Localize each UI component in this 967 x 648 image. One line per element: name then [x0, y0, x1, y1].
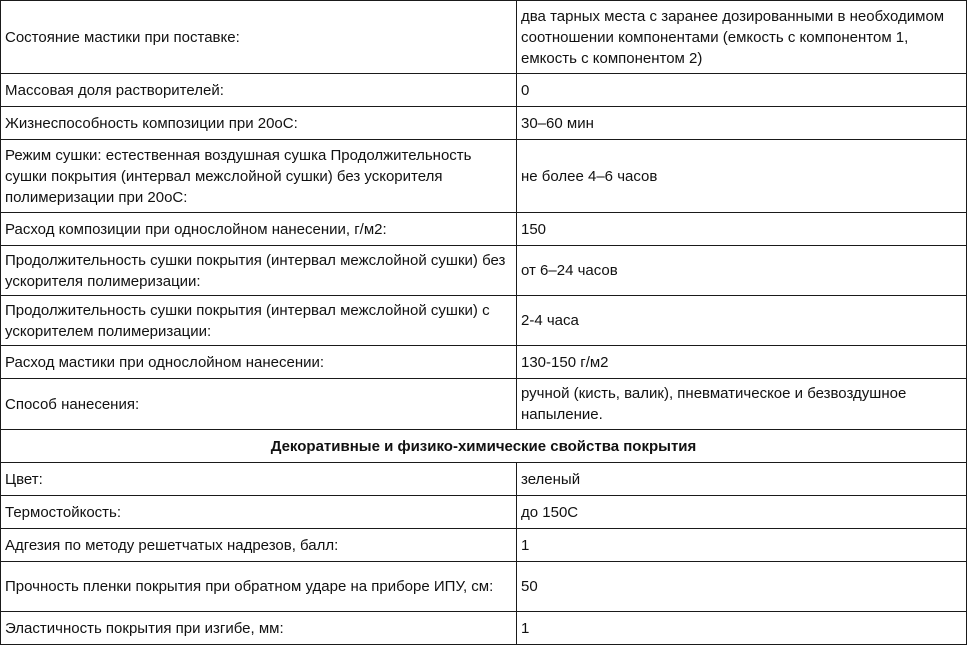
property-label: Термостойкость:: [1, 496, 517, 529]
table-row: [1, 74, 967, 107]
table-row: [1, 379, 967, 430]
table-row: [1, 529, 967, 562]
property-value: до 150С: [517, 496, 967, 529]
property-value: 150: [517, 213, 967, 246]
property-label: Жизнеспособность композиции при 20оС:: [1, 107, 517, 140]
property-label: Способ нанесения:: [1, 379, 517, 430]
table-row: [1, 562, 967, 612]
table-row: [1, 463, 967, 496]
property-value: 30–60 мин: [517, 107, 967, 140]
table-row: [1, 346, 967, 379]
property-value: 2-4 часа: [517, 296, 967, 346]
property-value: 50: [517, 562, 967, 612]
property-value: не более 4–6 часов: [517, 140, 967, 213]
property-label: Режим сушки: естественная воздушная сушка Продолжительность сушки покрытия (интервал межслойной сушки) без ускорителя полимеризации при 20оС:: [1, 140, 517, 213]
section-title: Декоративные и физико-химические свойства покрытия: [1, 430, 967, 463]
property-value: ручной (кисть, валик), пневматическое и безвоздушное напыление.: [517, 379, 967, 430]
property-value: зеленый: [517, 463, 967, 496]
table-row: [1, 107, 967, 140]
property-label: Расход мастики при однослойном нанесении:: [1, 346, 517, 379]
property-label: Эластичность покрытия при изгибе, мм:: [1, 612, 517, 645]
property-value: два тарных места с заранее дозированными в необходимом соотношении компонентами (емкость с компонентом 1, емкость с компонентом 2): [517, 1, 967, 74]
property-label: Адгезия по методу решетчатых надрезов, балл:: [1, 529, 517, 562]
property-label: Прочность пленки покрытия при обратном ударе на приборе ИПУ, см:: [1, 562, 517, 612]
property-label: Расход композиции при однослойном нанесении, г/м2:: [1, 213, 517, 246]
property-label: Массовая доля растворителей:: [1, 74, 517, 107]
property-value: 1: [517, 612, 967, 645]
section-header-row: [1, 430, 967, 463]
table-row: [1, 496, 967, 529]
property-value: 130-150 г/м2: [517, 346, 967, 379]
property-label: Продолжительность сушки покрытия (интервал межслойной сушки) с ускорителем полимеризации:: [1, 296, 517, 346]
property-label: Продолжительность сушки покрытия (интервал межслойной сушки) без ускорителя полимеризации:: [1, 246, 517, 296]
table-row: [1, 213, 967, 246]
table-row: [1, 1, 967, 74]
table-row: [1, 140, 967, 213]
table-row: [1, 246, 967, 296]
property-label: Состояние мастики при поставке:: [1, 1, 517, 74]
property-label: Цвет:: [1, 463, 517, 496]
table-row: [1, 612, 967, 645]
property-value: 1: [517, 529, 967, 562]
property-value: от 6–24 часов: [517, 246, 967, 296]
property-value: 0: [517, 74, 967, 107]
table-row: [1, 296, 967, 346]
